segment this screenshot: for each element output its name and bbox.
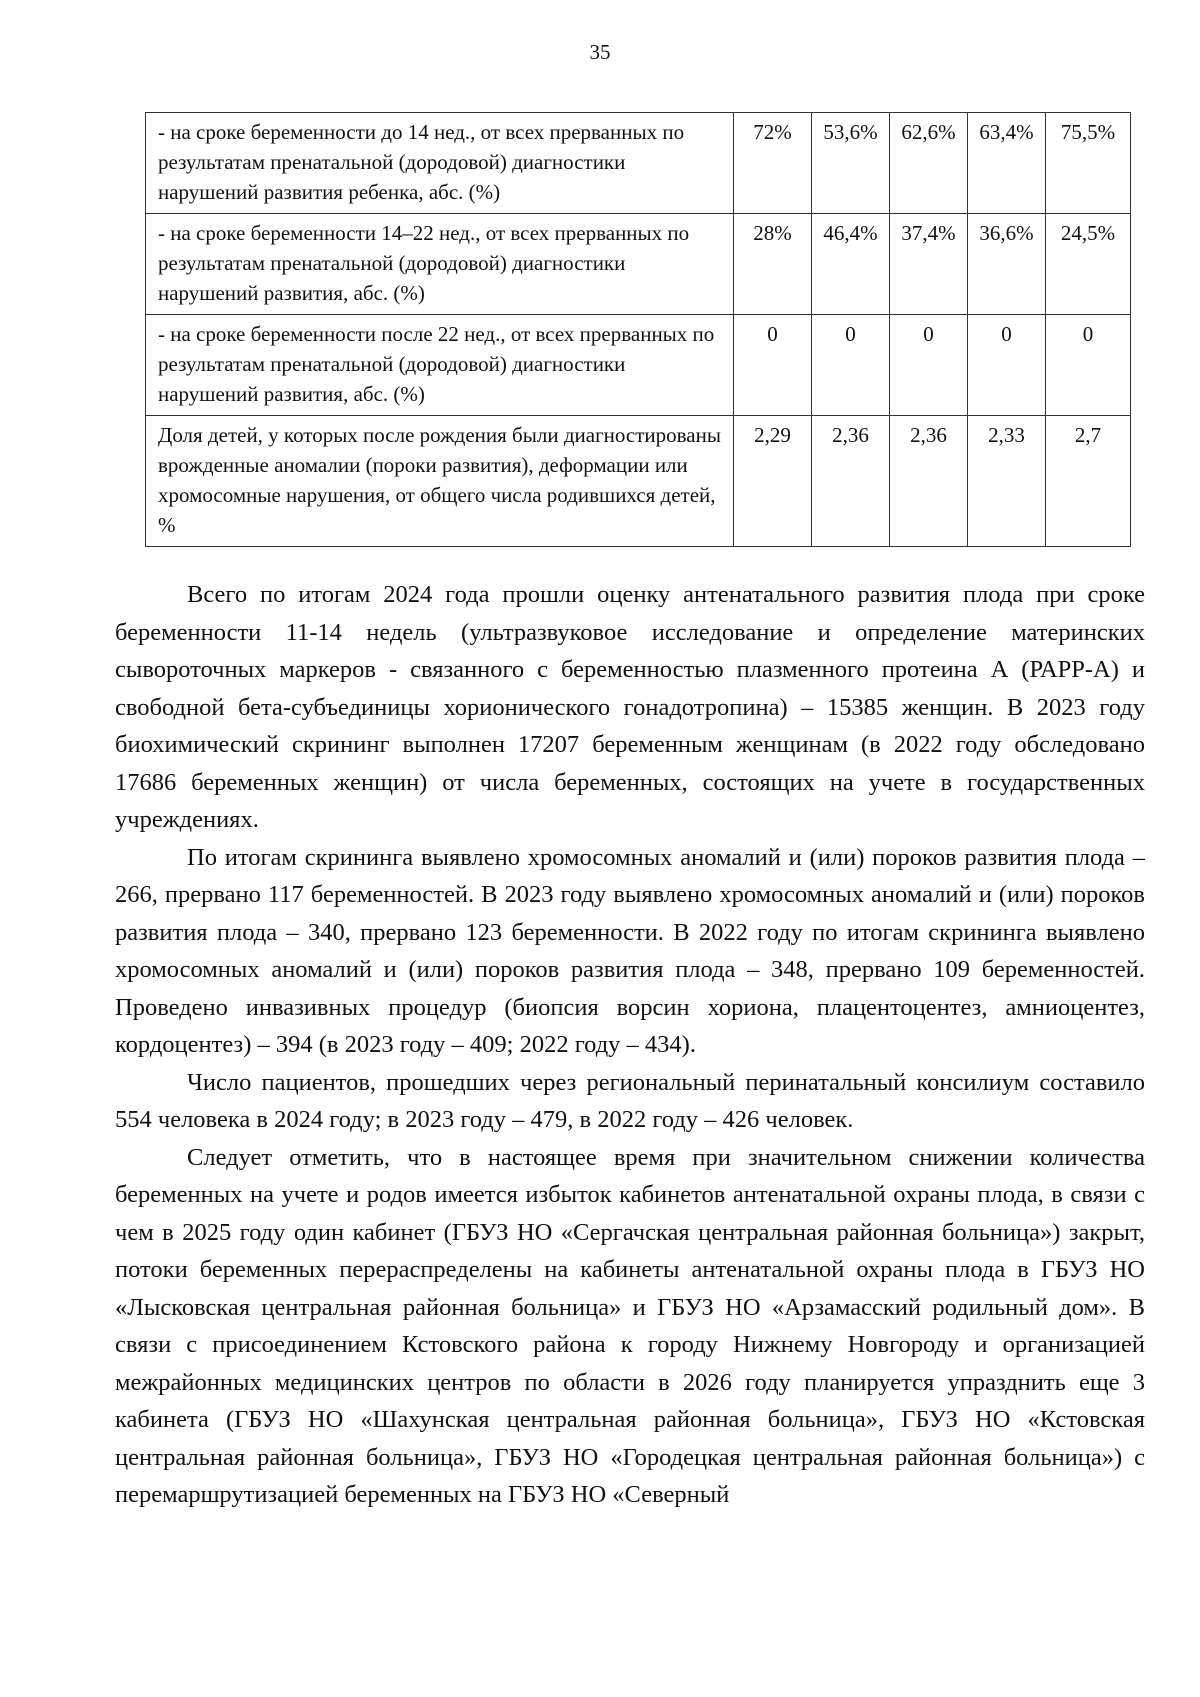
table-cell: 0 (1046, 315, 1131, 416)
page-number: 35 (589, 40, 611, 64)
table-cell: 28% (734, 214, 812, 315)
table-row (146, 113, 1131, 214)
table-cell: 2,36 (890, 416, 968, 547)
table-row (146, 315, 1131, 416)
table-cell: 62,6% (890, 113, 968, 214)
table-cell: 0 (734, 315, 812, 416)
table-cell: 2,7 (1046, 416, 1131, 547)
table-cell: 2,36 (812, 416, 890, 547)
row-label: Доля детей, у которых после рождения были диагностированы врожденные аномалии (пороки развития), деформации или хромосомные нарушения, от общего числа родившихся детей, % (146, 416, 734, 547)
table-cell: 2,29 (734, 416, 812, 547)
table-cell: 0 (812, 315, 890, 416)
table-row (146, 214, 1131, 315)
paragraph: Всего по итогам 2024 года прошли оценку антенатального развития плода при сроке беременности 11-14 недель (ультразвуковое исследование и определение материнских сывороточных маркеров - связанного с беременностью плазменного протеина А (РАРР-А) и свободной бета-субъединицы хорионического гонадотропина) – 15385 женщин. В 2023 году биохимический скрининг выполнен 17207 беременным женщинам (в 2022 году обследовано 17686 беременных женщин) от числа беременных, состоящих на учете в государственных учреждениях. (115, 581, 1145, 833)
table-cell: 36,6% (968, 214, 1046, 315)
table-cell: 53,6% (812, 113, 890, 214)
body-text (115, 576, 1145, 1514)
table-cell: 37,4% (890, 214, 968, 315)
statistics-table (145, 112, 1131, 547)
paragraph: Число пациентов, прошедших через региональный перинатальный консилиум составило 554 человека в 2024 году; в 2023 году – 479, в 2022 году – 426 человек. (115, 1068, 1145, 1133)
table-cell: 2,33 (968, 416, 1046, 547)
table-cell: 75,5% (1046, 113, 1131, 214)
table-cell: 63,4% (968, 113, 1046, 214)
row-label: - на сроке беременности после 22 нед., от всех прерванных по результатам пренатальной (дородовой) диагностики нарушений развития, абс. (%) (146, 315, 734, 416)
paragraph: По итогам скрининга выявлено хромосомных аномалий и (или) пороков развития плода – 266, прервано 117 беременностей. В 2023 году выявлено хромосомных аномалий и (или) пороков развития плода – 340, прервано 123 беременности. В 2022 году по итогам скрининга выявлено хромосомных аномалий и (или) пороков развития плода – 348, прервано 109 беременностей. Проведено инвазивных процедур (биопсия ворсин хориона, плацентоцентез, амниоцентез, кордоцентез) – 394 (в 2023 году – 409; 2022 году – 434). (115, 843, 1145, 1058)
table-cell: 0 (890, 315, 968, 416)
table-cell: 46,4% (812, 214, 890, 315)
paragraph: Следует отметить, что в настоящее время при значительном снижении количества беременных на учете и родов имеется избыток кабинетов антенатальной охраны плода, в связи с чем в 2025 году один кабинет (ГБУЗ НО «Сергачская центральная районная больница») закрыт, потоки беременных перераспределены на кабинеты антенатальной охраны плода в ГБУЗ НО «Лысковская центральная районная больница» и ГБУЗ НО «Арзамасский родильный дом». В связи с присоединением Кстовского района к городу Нижнему Новгороду и организацией межрайонных медицинских центров по области в 2026 году планируется упразднить еще 3 кабинета (ГБУЗ НО «Шахунская центральная районная больница», ГБУЗ НО «Кстовская центральная районная больница», ГБУЗ НО «Городецкая центральная районная больница») с перемаршрутизацией беременных на ГБУЗ НО «Северный (115, 1143, 1145, 1508)
row-label: - на сроке беременности до 14 нед., от всех прерванных по результатам пренатальной (дородовой) диагностики нарушений развития ребенка, абс. (%) (146, 113, 734, 214)
table-cell: 24,5% (1046, 214, 1131, 315)
table-row (146, 416, 1131, 547)
row-label: - на сроке беременности 14–22 нед., от всех прерванных по результатам пренатальной (дородовой) диагностики нарушений развития, абс. (%) (146, 214, 734, 315)
table-cell: 0 (968, 315, 1046, 416)
table-cell: 72% (734, 113, 812, 214)
